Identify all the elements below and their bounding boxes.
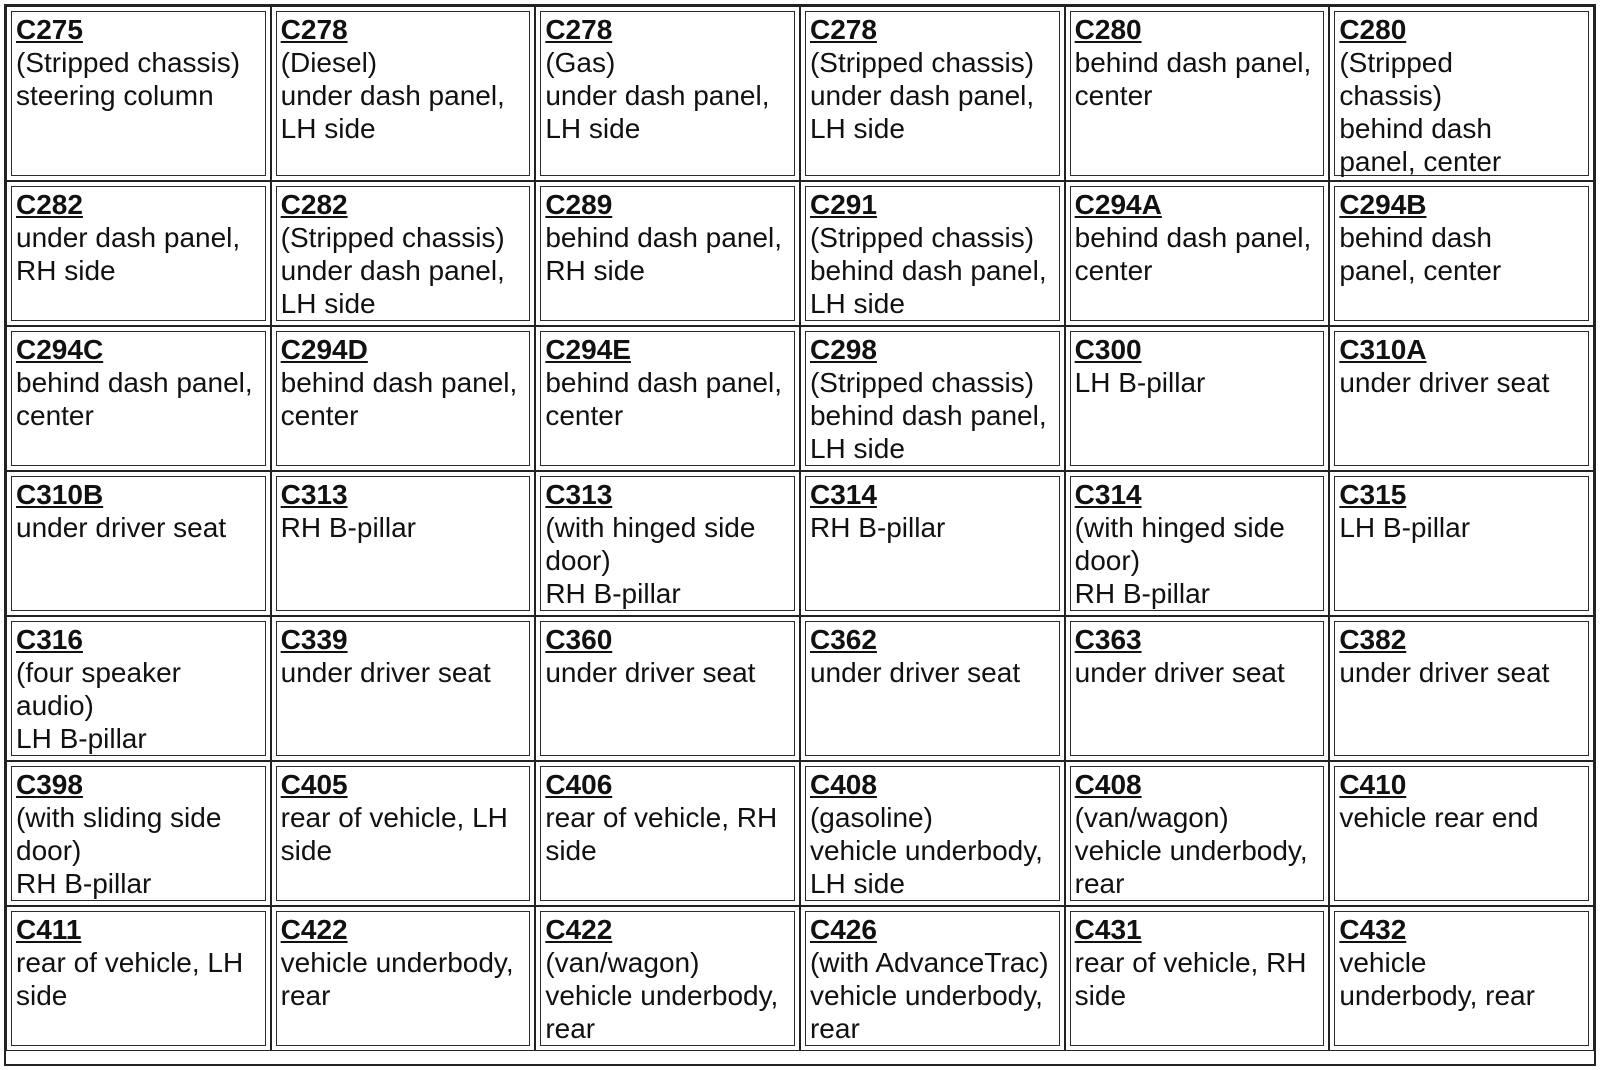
connector-location-line: chassis) [1339,80,1443,111]
connector-location-table [4,4,1596,1066]
connector-location-line: LH B-pillar [1339,512,1471,543]
connector-location-line: rear [1074,868,1125,899]
connector-location-line: side [280,835,333,866]
connector-location-line: vehicle underbody, [545,980,779,1011]
connector-cell [1329,471,1594,616]
connector-location-line: RH B-pillar [280,512,417,543]
connector-location-line: rear of vehicle, LH [280,802,508,833]
connector-location-line: LH B-pillar [1074,367,1206,398]
connector-cell [800,181,1065,326]
connector-location-line: (Stripped chassis) [809,367,1035,398]
connector-cell [535,471,800,616]
connector-location-line: under dash panel, [280,255,505,286]
connector-cell [271,761,536,906]
connector-location-line: panel, center [1339,146,1502,177]
connector-code: C294E [545,334,631,365]
connector-code: C362 [809,624,877,655]
connector-location-line: center [280,400,359,431]
connector-location-line: behind dash panel, [1074,222,1312,253]
connector-code: C314 [809,479,877,510]
connector-code: C405 [280,769,348,800]
connector-location-line: under driver seat [809,657,1021,688]
connector-location-line: panel, center [1339,255,1502,286]
connector-code: C408 [809,769,877,800]
connector-location-line: vehicle underbody, [809,835,1043,866]
connector-code: C426 [809,914,877,945]
connector-location-line: door) [545,545,611,576]
connector-location-line: door) [16,835,82,866]
connector-code: C360 [545,624,613,655]
connector-cell [6,906,271,1051]
connector-location-line: under driver seat [1339,367,1550,398]
connector-location-line: LH side [545,113,641,144]
connector-code: C408 [1074,769,1142,800]
connector-cell [271,181,536,326]
connector-cell [800,761,1065,906]
connector-code: C280 [1074,14,1142,45]
connector-location-line: (Stripped [1339,47,1453,78]
connector-cell [800,6,1065,181]
connector-location-line: (with AdvanceTrac) [809,947,1049,978]
connector-location-line: vehicle rear end [1339,802,1539,833]
connector-cell [535,761,800,906]
connector-location-line: side [545,835,597,866]
connector-cell [1065,6,1330,181]
connector-cell [1329,761,1594,906]
connector-code: C398 [16,769,83,800]
connector-location-line: (Diesel) [280,47,378,78]
connector-location-line: center [545,400,624,431]
connector-cell [535,326,800,471]
connector-location-line: vehicle underbody, [280,947,514,978]
connector-location-line: behind dash [1339,113,1492,144]
connector-code: C289 [545,189,613,220]
connector-location-line: (Gas) [545,47,616,78]
connector-location-line: audio) [16,690,94,721]
connector-location-line: door) [1074,545,1141,576]
connector-location-line: behind dash panel, [809,255,1047,286]
connector-location-line: vehicle [1339,947,1427,978]
connector-location-line: RH B-pillar [809,512,946,543]
connector-location-line: LH B-pillar [16,723,147,754]
connector-cell [1065,326,1330,471]
connector-location-line: under dash panel, [545,80,770,111]
connector-code: C278 [280,14,348,45]
connector-location-line: (van/wagon) [1074,802,1229,833]
connector-code: C382 [1339,624,1407,655]
connector-cell [6,6,271,181]
connector-location-line: under dash panel, [809,80,1035,111]
connector-cell [1065,616,1330,761]
connector-cell [1065,181,1330,326]
connector-cell [535,6,800,181]
connector-code: C294C [16,334,104,365]
connector-location-line: under driver seat [16,512,227,543]
connector-code: C310B [16,479,104,510]
connector-location-line: LH side [809,113,905,144]
connector-code: C298 [809,334,877,365]
connector-location-line: (four speaker [16,657,181,688]
connector-location-line: side [16,980,68,1011]
connector-location-line: (gasoline) [809,802,933,833]
connector-code: C406 [545,769,613,800]
connector-cell [800,471,1065,616]
connector-code: C432 [1339,914,1407,945]
connector-code: C411 [16,914,82,945]
connector-location-line: RH side [545,255,645,286]
connector-location-line: RH B-pillar [16,868,152,899]
connector-cell [271,6,536,181]
connector-location-line: (van/wagon) [545,947,700,978]
connector-location-line: under driver seat [545,657,756,688]
connector-code: C431 [1074,914,1142,945]
connector-location-line: rear [809,1013,860,1044]
connector-code: C410 [1339,769,1407,800]
connector-location-line: (Stripped chassis) [16,47,241,78]
connector-code: C280 [1339,14,1407,45]
connector-location-line: behind dash [1339,222,1492,253]
connector-code: C291 [809,189,877,220]
connector-location-line: rear of vehicle, RH [545,802,778,833]
connector-cell [1329,616,1594,761]
connector-code: C294D [280,334,368,365]
connector-location-line: vehicle underbody, [1074,835,1308,866]
connector-location-line: LH side [809,288,905,319]
connector-location-line: under dash panel, [280,80,505,111]
connector-location-line: under driver seat [1339,657,1550,688]
connector-location-line: (Stripped chassis) [280,222,505,253]
connector-location-line: underbody, rear [1339,980,1535,1011]
connector-location-line: RH B-pillar [1074,578,1211,609]
connector-location-line: center [16,400,94,431]
connector-cell [6,181,271,326]
connector-cell [535,181,800,326]
connector-cell [535,616,800,761]
connector-cell [6,616,271,761]
connector-code: C313 [545,479,613,510]
connector-cell [800,326,1065,471]
connector-code: C313 [280,479,348,510]
connector-code: C275 [16,14,83,45]
connector-location-line: LH side [280,113,376,144]
connector-cell [535,906,800,1051]
connector-cell [271,326,536,471]
connector-location-line: behind dash panel, [16,367,253,398]
connector-location-line: rear [280,980,331,1011]
connector-location-line: RH B-pillar [545,578,681,609]
connector-location-line: behind dash panel, [1074,47,1312,78]
connector-cell [271,906,536,1051]
connector-cell [1065,761,1330,906]
connector-cell [271,616,536,761]
connector-location-line: under dash panel, [16,222,241,253]
connector-code: C314 [1074,479,1142,510]
connector-cell [1329,181,1594,326]
connector-code: C422 [280,914,348,945]
connector-code: C278 [545,14,613,45]
connector-location-line: RH side [16,255,116,286]
connector-code: C310A [1339,334,1427,365]
connector-code: C300 [1074,334,1142,365]
connector-code: C282 [16,189,83,220]
connector-location-line: under driver seat [280,657,491,688]
connector-location-line: (with hinged side [1074,512,1285,543]
connector-cell [1329,906,1594,1051]
connector-code: C294B [1339,189,1427,220]
connector-cell [800,616,1065,761]
connector-code: C422 [545,914,613,945]
connector-location-line: (with sliding side [16,802,222,833]
connector-location-line: center [1074,255,1153,286]
connector-code: C363 [1074,624,1142,655]
connector-location-line: side [1074,980,1127,1011]
connector-code: C278 [809,14,877,45]
connector-cell [6,471,271,616]
connector-code: C316 [16,624,83,655]
connector-location-line: rear of vehicle, LH [16,947,244,978]
connector-cell [6,326,271,471]
connector-location-line: behind dash panel, [545,222,782,253]
connector-cell [800,906,1065,1051]
connector-cell [1329,326,1594,471]
connector-location-line: behind dash panel, [809,400,1047,431]
connector-code: C294A [1074,189,1162,220]
connector-location-line: rear [545,1013,596,1044]
connector-location-line: under driver seat [1074,657,1285,688]
connector-location-line: rear of vehicle, RH [1074,947,1307,978]
connector-location-line: LH side [809,868,905,899]
connector-location-line: center [1074,80,1153,111]
connector-code: C339 [280,624,348,655]
connector-cell [271,471,536,616]
connector-location-line: (Stripped chassis) [809,47,1035,78]
connector-cell [1065,471,1330,616]
connector-code: C315 [1339,479,1407,510]
connector-location-line: behind dash panel, [545,367,782,398]
connector-cell [6,761,271,906]
connector-location-line: LH side [280,288,376,319]
connector-location-line: behind dash panel, [280,367,518,398]
connector-location-line: LH side [809,433,905,464]
connector-cell [1329,6,1594,181]
connector-cell [1065,906,1330,1051]
connector-location-line: steering column [16,80,214,111]
connector-location-line: vehicle underbody, [809,980,1043,1011]
connector-location-line: (Stripped chassis) [809,222,1035,253]
connector-location-line: (with hinged side [545,512,756,543]
connector-code: C282 [280,189,348,220]
